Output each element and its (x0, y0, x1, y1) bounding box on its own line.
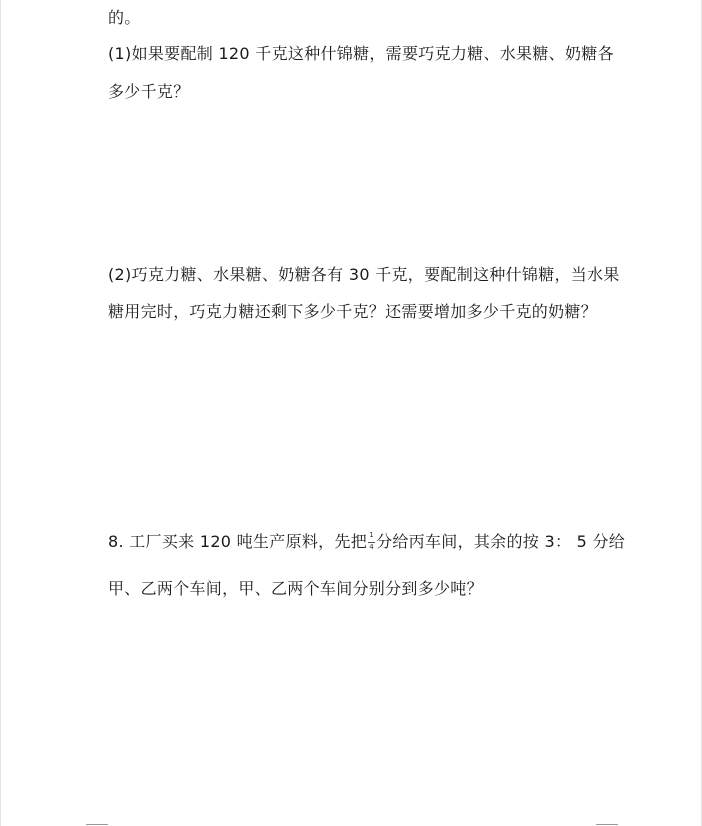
fraction-denominator: 4 (369, 543, 374, 551)
page-corner-mark-left (86, 824, 108, 825)
question-8-text-after-fraction: 分给丙车间，其余的按 3： 5 分给 (376, 532, 626, 551)
question-7-part-2-line-1: (2)巧克力糖、水果糖、奶糖各有 30 千克，要配制这种什锦糖，当水果 (108, 265, 620, 284)
question-7-part-1-line-2: 多少千克？ (108, 82, 190, 101)
question-8-line-2: 甲、乙两个车间，甲、乙两个车间分别分到多少吨？ (108, 579, 483, 598)
question-8-line-1 (108, 532, 625, 554)
question-7-part-1-line-1: (1)如果要配制 120 千克这种什锦糖，需要巧克力糖、水果糖、奶糖各 (108, 44, 614, 63)
page-left-edge (0, 0, 1, 826)
text-line-continuation: 的。 (108, 8, 141, 27)
question-8-text-before-fraction: 8. 工厂买来 120 吨生产原料，先把 (108, 532, 368, 551)
question-7-part-2-line-2: 糖用完时，巧克力糖还剩下多少千克？还需要增加多少千克的奶糖？ (108, 302, 598, 321)
fraction-numerator: 1 (369, 531, 374, 539)
page-corner-mark-right (596, 824, 618, 825)
fraction-one-quarter (368, 532, 375, 554)
